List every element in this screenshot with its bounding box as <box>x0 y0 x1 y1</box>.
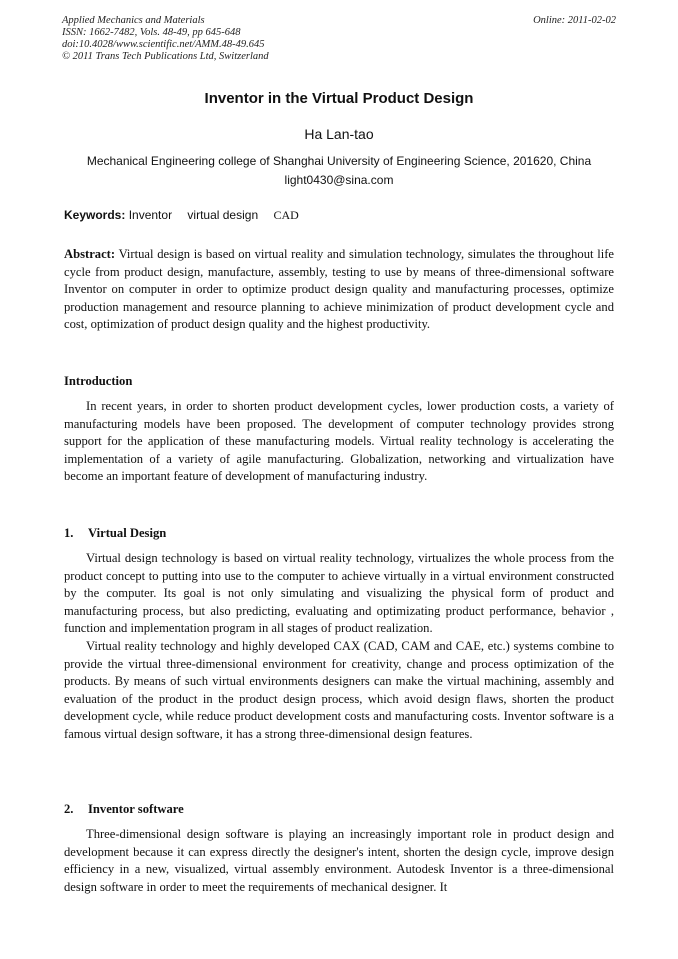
section-heading-text: Virtual Design <box>88 526 167 540</box>
online-date: Online: 2011-02-02 <box>533 15 616 26</box>
section-number: 2. <box>64 802 74 816</box>
issn-line: ISSN: 1662-7482, Vols. 48-49, pp 645-648 <box>62 27 241 38</box>
paragraph: Three-dimensional design software is playing an increasingly important role in product design and development because it can express directly the designer's intent, shorten the design cycle, improve design efficiency in a new, visualized, virtual assembly environment. Autodesk Inventor is a three-dimensional design software in order to meet the requirements of mechanical designer. It <box>64 827 614 894</box>
paragraph: In recent years, in order to shorten product development cycles, lower production costs, a variety of manufacturing models have been proposed. The development of computer technology provides strong support for the application of these manufacturing models. Virtual reality technology is accelerating the implementation of a variety of agile manufacturing. Globalization, networking and virtualization have become an important feature of development of manufacturing industry. <box>64 399 614 484</box>
section-heading-virtual-design <box>64 526 166 541</box>
author-name: Ha Lan-tao <box>304 126 374 142</box>
section-virtual-design-body <box>64 550 614 744</box>
paragraph: Virtual design technology is based on virtual reality technology, virtualizes the whole process from the product concept to putting into use to the computer to achieve virtually in a virtual environment constructed by the computer. Its goal is not only simulating and visualizing the physical form of product and manufacturing process, but also predicting, evaluating and optimizating product performance, behavior , function and implementation program in all stages of product realization. <box>64 551 614 636</box>
journal-name: Applied Mechanics and Materials <box>62 15 205 26</box>
keyword: Inventor <box>128 208 173 222</box>
affiliation-block <box>0 152 678 190</box>
abstract <box>64 246 614 334</box>
paper-title: Inventor in the Virtual Product Design <box>204 90 474 107</box>
section-heading-introduction <box>64 374 132 389</box>
affiliation: Mechanical Engineering college of Shanghai University of Engineering Science, 201620, China <box>86 154 592 168</box>
section-heading-text: Inventor software <box>88 802 184 816</box>
journal-header <box>62 15 616 63</box>
abstract-label: Abstract: <box>64 247 116 261</box>
author-email: light0430@sina.com <box>284 173 394 187</box>
section-heading-text: Introduction <box>64 374 133 388</box>
section-number: 1. <box>64 526 74 540</box>
section-introduction-body <box>64 398 614 486</box>
keywords-line <box>64 208 299 223</box>
keyword: CAD <box>273 208 299 222</box>
section-inventor-software-body <box>64 826 614 896</box>
copyright-line: © 2011 Trans Tech Publications Ltd, Switzerland <box>62 51 269 62</box>
paragraph: Virtual reality technology and highly developed CAX (CAD, CAM and CAE, etc.) systems combine to provide the virtual three-dimensional environment for creativity, change and process optimization of the products. By means of such virtual environments designers can make the virtual machining, assembly and evaluation of the product in the product design process, which avoid design flaws, shorten the product development cycle, while reduce product development costs and manufacturing costs. Inventor software is a famous virtual design software, it has a strong three-dimensional design features. <box>64 638 614 741</box>
keyword: virtual design <box>187 208 259 222</box>
abstract-text: Virtual design is based on virtual reality and simulation technology, simulates the throughout life cycle from product design, manufacture, assembly, testing to use by means of three-dimensional software Inventor on computer in order to optimize product design quality and manufacturing processes, optimize production management and resource planning to achieve minimization of product development cycle and cost, optimization of product design quality and the highest productivity. <box>64 247 615 332</box>
doi-line: doi:10.4028/www.scientific.net/AMM.48-49.645 <box>62 39 265 50</box>
keywords-label: Keywords: <box>64 208 126 222</box>
section-heading-inventor-software <box>64 802 184 817</box>
